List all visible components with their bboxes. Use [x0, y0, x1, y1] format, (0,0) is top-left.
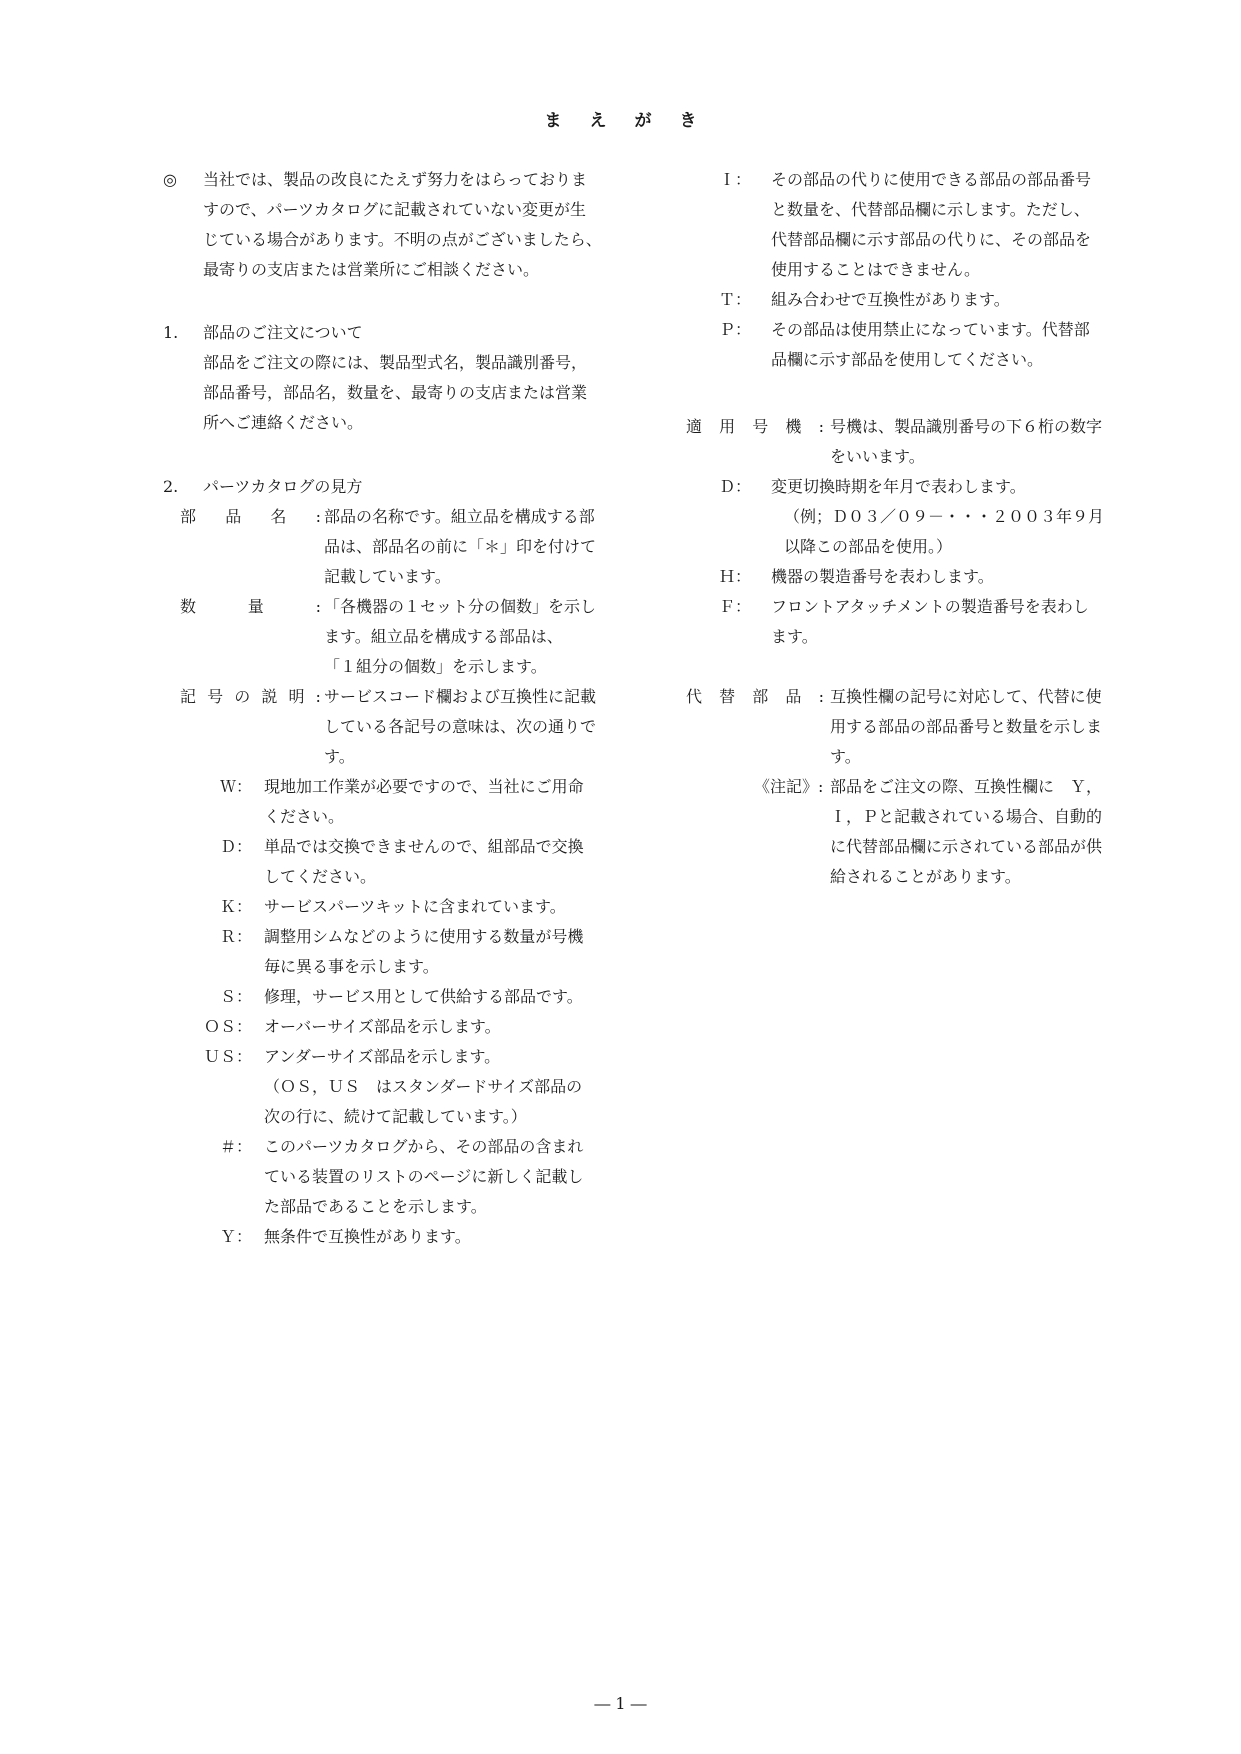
page-title: まえがき	[544, 111, 725, 131]
gouki-text	[830, 412, 1102, 472]
kigo-label	[180, 682, 321, 772]
text-line: フロントアタッチメントの製造番号を表わし	[771, 597, 1089, 616]
service-code-9	[200, 1222, 471, 1252]
text-line: す。	[324, 747, 355, 766]
text-line: 組み合わせで互換性があります。	[771, 290, 1010, 309]
text-line: サービスパーツキットに含まれています。	[264, 897, 566, 916]
section2-heading-label: 2.	[163, 477, 179, 496]
section2-heading-text	[203, 472, 362, 502]
label-colon: :	[315, 687, 321, 706]
code-label: ＯＳ：	[203, 1017, 252, 1036]
service-code-5-text	[264, 1012, 501, 1042]
text-line: 互換性欄の記号に対応して、代替に使	[830, 687, 1102, 706]
label-char: 量	[247, 597, 264, 616]
code-label: Ｋ：	[219, 897, 252, 916]
service-code-4-label	[200, 982, 262, 1012]
label-colon: :	[818, 687, 824, 706]
service-code-0-text	[264, 772, 584, 832]
gouki	[686, 412, 1102, 472]
text-line: その部品の代りに使用できる部品の部品番号	[771, 170, 1092, 189]
label-colon: :	[818, 417, 824, 436]
text-line: に代替部品欄に示されている部品が供	[830, 837, 1103, 856]
intro-text	[203, 165, 602, 285]
text-line: 所へご連絡ください。	[203, 413, 364, 432]
code-label: Ｓ：	[219, 987, 252, 1006]
text-line: サービスコード欄および互換性に記載	[324, 687, 597, 706]
text-line: 単品では交換できませんので、組部品で交換	[264, 837, 584, 856]
daitai-text	[830, 682, 1102, 772]
note-label: 《注記》:	[754, 777, 824, 796]
text-line: 当社では、製品の改良にたえず努力をはらっておりま	[203, 170, 588, 189]
page-number: ― 1 ―	[594, 1694, 647, 1713]
service-code-3	[200, 922, 583, 982]
gouki-code-3-text	[771, 592, 1089, 652]
label-char: 代	[686, 687, 703, 706]
text-line: 最寄りの支店または営業所にご相談ください。	[203, 260, 540, 279]
suryo	[180, 592, 596, 682]
compat-code-2-text	[771, 315, 1090, 375]
label-char: 数	[180, 597, 197, 616]
text-line: 使用することはできません。	[771, 260, 980, 279]
text-line: 部品番号，部品名，数量を、最寄りの支店または営業	[203, 383, 588, 402]
label-char: 号	[752, 417, 769, 436]
text-line: 修理，サービス用として供給する部品です。	[264, 987, 583, 1006]
text-line: 「各機器の１セット分の個数」を示し	[324, 597, 597, 616]
label-char: 適	[686, 417, 703, 436]
service-code-3-label	[200, 922, 262, 982]
service-code-2	[200, 892, 566, 922]
text-line: ます。組立品を構成する部品は、	[324, 627, 563, 646]
compat-code-2-label	[705, 315, 771, 375]
note	[754, 772, 1102, 892]
service-code-3-text	[264, 922, 583, 982]
service-code-5-label	[200, 1012, 262, 1042]
gouki-code-3-label	[705, 592, 771, 652]
spaced-label	[686, 412, 824, 442]
buhinmei-text	[324, 502, 596, 592]
service-code-0	[200, 772, 584, 832]
note-label	[754, 772, 830, 892]
label-char: 明	[288, 687, 305, 706]
label-char: 名	[270, 507, 287, 526]
gouki-code-1-text	[784, 502, 1104, 562]
label-char: 部	[752, 687, 769, 706]
section1-body-text	[203, 348, 587, 438]
kigo-text	[324, 682, 596, 772]
code-label: ＵＳ：	[203, 1047, 252, 1066]
text-line: （ＯＳ，ＵＳ はスタンダードサイズ部品の	[264, 1077, 583, 1096]
spaced-label	[180, 682, 321, 712]
service-code-1-label	[200, 832, 262, 892]
intro	[163, 165, 602, 285]
text-line: 部品のご注文について	[203, 323, 363, 342]
suryo-text	[324, 592, 596, 682]
text-line: 現地加工作業が必要ですので、当社にご用命	[264, 777, 584, 796]
service-code-8-label	[200, 1132, 262, 1222]
compat-code-0-text	[771, 165, 1091, 285]
text-line: パーツカタログの見方	[203, 477, 363, 496]
label-char: 機	[785, 417, 802, 436]
section1-heading-text	[203, 318, 363, 348]
text-line: 部品をご注文の際、互換性欄に Ｙ，	[830, 777, 1103, 796]
service-code-9-text	[264, 1222, 471, 1252]
section1-heading	[163, 318, 363, 348]
code-label: ＃：	[219, 1137, 252, 1156]
section1-body	[163, 348, 587, 438]
label-char: 品	[785, 687, 802, 706]
service-code-9-label	[200, 1222, 262, 1252]
compat-code-1-label	[705, 285, 771, 315]
suryo-label	[180, 592, 321, 682]
text-line: 「１組分の個数」を示します。	[324, 657, 547, 676]
gouki-code-0-label	[705, 472, 771, 502]
daitai	[686, 682, 1102, 772]
service-code-8	[200, 1132, 583, 1222]
text-line: Ｉ，Ｐと記載されている場合、自動的	[830, 807, 1103, 826]
code-label: Ｙ：	[219, 1227, 252, 1246]
text-line: 部品の名称です。組立品を構成する部	[324, 507, 595, 526]
text-line: 給されることがあります。	[830, 867, 1021, 886]
gouki-code-3	[705, 592, 1089, 652]
text-line: 機器の製造番号を表わします。	[771, 567, 994, 586]
text-line: 部品をご注文の際には、製品型式名，製品識別番号，	[203, 353, 588, 372]
compat-code-1-text	[771, 285, 1010, 315]
service-code-7-text	[264, 1072, 582, 1132]
code-label: Ｐ：	[718, 320, 751, 339]
code-label: Ｄ：	[219, 837, 252, 856]
service-code-6	[200, 1042, 500, 1072]
kigo	[180, 682, 596, 772]
service-code-4	[200, 982, 583, 1012]
code-label: Ｔ：	[718, 290, 751, 309]
text-line: と数量を、代替部品欄に示します。ただし、	[771, 200, 1090, 219]
service-code-6-label	[200, 1042, 262, 1072]
text-line: 用する部品の部品番号と数量を示しま	[830, 717, 1103, 736]
gouki-code-2-text	[771, 562, 994, 592]
text-line: じている場合があります。不明の点がございましたら、	[203, 230, 602, 249]
service-code-6-text	[264, 1042, 500, 1072]
label-char: 記	[180, 687, 197, 706]
gouki-code-1-label	[705, 502, 771, 562]
label-char: 説	[261, 687, 278, 706]
service-code-1-text	[264, 832, 584, 892]
code-label: Ｉ：	[718, 170, 751, 189]
label-char: 品	[225, 507, 242, 526]
buhinmei-label	[180, 502, 321, 592]
text-line: このパーツカタログから、その部品の含まれ	[264, 1137, 584, 1156]
text-line: す。	[830, 747, 861, 766]
buhinmei	[180, 502, 596, 592]
spaced-label	[180, 592, 321, 622]
label-char: 部	[180, 507, 197, 526]
service-code-5	[200, 1012, 501, 1042]
text-line: ます。	[771, 627, 818, 646]
text-line: た部品であることを示します。	[264, 1197, 487, 1216]
section2-heading	[163, 472, 362, 502]
service-code-2-label	[200, 892, 262, 922]
text-line: 代替部品欄に示す部品の代りに、その部品を	[771, 230, 1092, 249]
compat-code-0-label	[705, 165, 771, 285]
text-line: 次の行に、続けて記載しています。）	[264, 1107, 527, 1126]
text-line: 品は、部品名の前に「＊」印を付けて	[324, 537, 597, 556]
text-line: 号機は、製品識別番号の下６桁の数字	[830, 417, 1103, 436]
gouki-code-0	[705, 472, 1026, 502]
text-line: 以降この部品を使用。）	[784, 537, 953, 556]
note-text	[830, 772, 1102, 892]
intro-label: ◎	[163, 170, 177, 189]
service-code-4-text	[264, 982, 583, 1012]
text-line: 記載しています。	[324, 567, 451, 586]
text-line: オーバーサイズ部品を示します。	[264, 1017, 501, 1036]
text-line: すので、パーツカタログに記載されていない変更が生	[203, 200, 587, 219]
label-char: 号	[207, 687, 224, 706]
compat-code-1	[705, 285, 1010, 315]
label-char: の	[234, 687, 251, 706]
text-line: してください。	[264, 867, 377, 886]
text-line: アンダーサイズ部品を示します。	[264, 1047, 501, 1066]
gouki-label	[686, 412, 824, 472]
code-label: Ｄ：	[718, 477, 751, 496]
compat-code-2	[705, 315, 1090, 375]
gouki-code-1	[705, 502, 1104, 562]
gouki-code-0-text	[771, 472, 1026, 502]
service-code-2-text	[264, 892, 566, 922]
service-code-1	[200, 832, 584, 892]
spaced-label	[180, 502, 321, 532]
service-code-0-label	[200, 772, 262, 832]
section1-body-label	[163, 348, 203, 438]
text-line: 品欄に示す部品を使用してください。	[771, 350, 1044, 369]
code-label: Ｗ：	[219, 777, 252, 796]
code-label: Ｒ：	[219, 927, 252, 946]
text-line: している各記号の意味は、次の通りで	[324, 717, 597, 736]
gouki-code-2	[705, 562, 994, 592]
service-code-8-text	[264, 1132, 583, 1222]
gouki-code-2-label	[705, 562, 771, 592]
service-code-7	[200, 1072, 582, 1132]
service-code-7-label	[200, 1072, 262, 1132]
label-colon: :	[315, 507, 321, 526]
text-line: 毎に異る事を示します。	[264, 957, 439, 976]
text-line: （例；Ｄ０３／０９－・・・２００３年９月	[784, 507, 1105, 526]
label-colon: :	[315, 597, 321, 616]
text-line: ください。	[264, 807, 345, 826]
code-label: Ｆ：	[718, 597, 751, 616]
label-char: 替	[719, 687, 736, 706]
text-line: 調整用シムなどのように使用する数量が号機	[264, 927, 584, 946]
label-char: 用	[719, 417, 736, 436]
spaced-label	[686, 682, 824, 712]
code-label: Ｈ：	[718, 567, 751, 586]
compat-code-0	[705, 165, 1091, 285]
text-line: その部品は使用禁止になっています。代替部	[771, 320, 1090, 339]
daitai-label	[686, 682, 824, 772]
section1-heading-label: 1.	[163, 323, 179, 342]
text-line: ている装置のリストのページに新しく記載し	[264, 1167, 584, 1186]
text-line: をいいます。	[830, 447, 925, 466]
text-line: 無条件で互換性があります。	[264, 1227, 471, 1246]
text-line: 変更切換時期を年月で表わします。	[771, 477, 1026, 496]
